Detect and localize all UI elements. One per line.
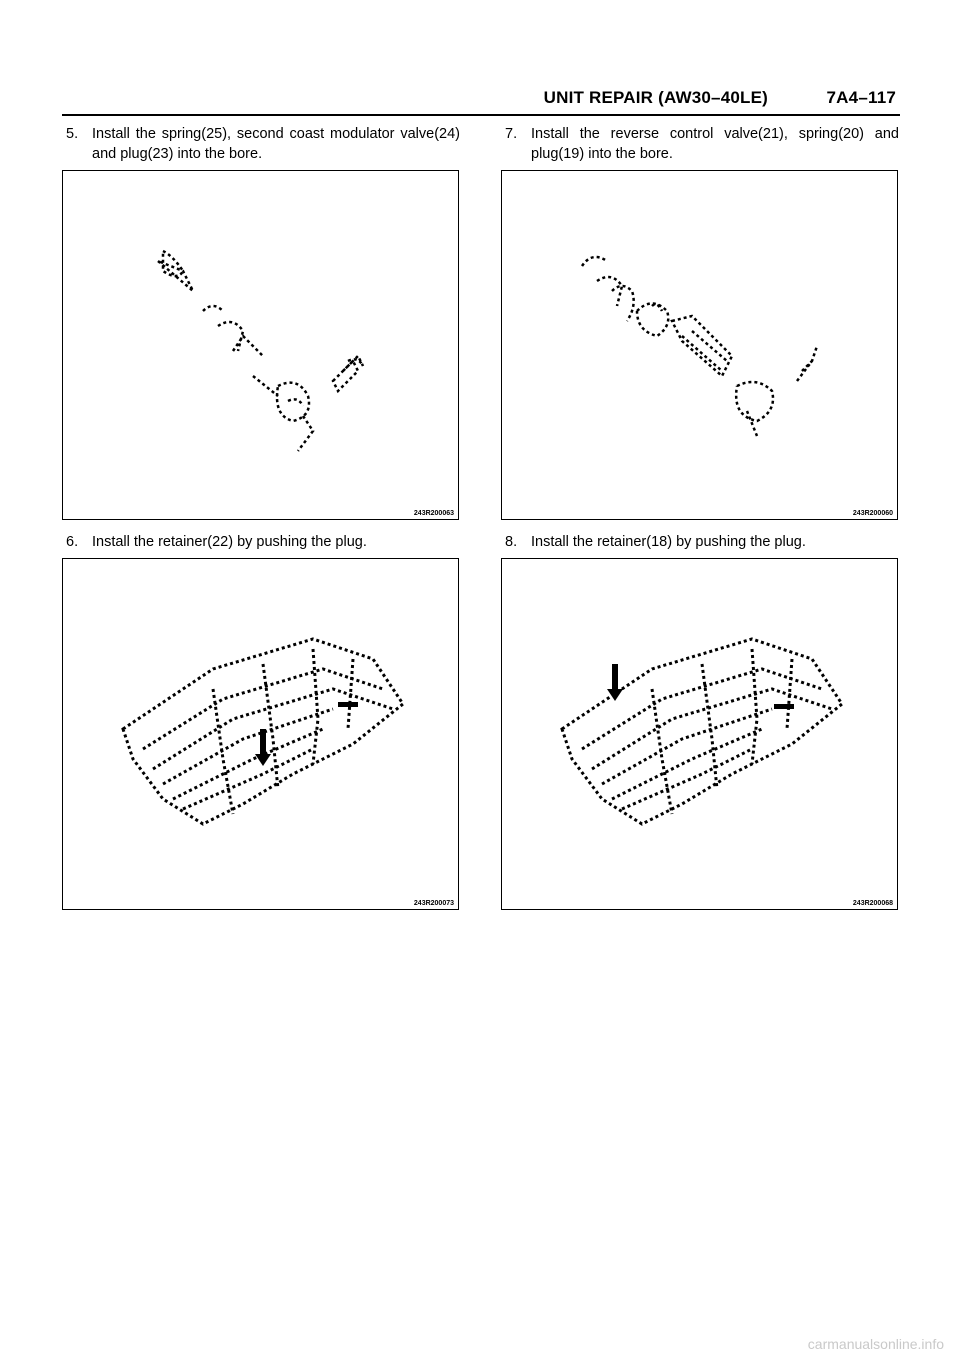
figure-valve-assembly-left — [62, 170, 459, 520]
exploded-valve-illustration — [63, 171, 460, 521]
step-text: Install the reverse control valve(21), spring(20) and plug(19) into the bore. — [531, 126, 899, 162]
figure-code: 243R200073 — [413, 900, 454, 907]
figure-valve-assembly-right — [501, 170, 898, 520]
figure-valve-body-right — [501, 558, 898, 910]
step-6 — [66, 532, 460, 552]
figure-code: 243R200060 — [852, 510, 893, 517]
figure-code: 243R200063 — [413, 510, 454, 517]
step-text: Install the retainer(22) by pushing the plug. — [92, 534, 367, 550]
section-title: UNIT REPAIR (AW30–40LE) — [543, 88, 768, 107]
step-7 — [505, 124, 899, 164]
valve-body-illustration — [63, 559, 460, 911]
figure-code: 243R200068 — [852, 900, 893, 907]
step-8 — [505, 532, 899, 552]
step-text: Install the spring(25), second coast modulator valve(24) and plug(23) into the bore. — [92, 126, 460, 162]
step-5 — [66, 124, 460, 164]
figure-valve-body-left — [62, 558, 459, 910]
step-number: 5. — [66, 126, 79, 142]
step-number: 6. — [66, 534, 79, 550]
page-header — [62, 86, 900, 116]
exploded-valve-illustration — [502, 171, 899, 521]
step-text: Install the retainer(18) by pushing the plug. — [531, 534, 806, 550]
valve-body-illustration — [502, 559, 899, 911]
step-number: 7. — [505, 126, 518, 142]
watermark: carmanualsonline.info — [807, 1336, 944, 1352]
step-number: 8. — [505, 534, 518, 550]
page-number: 7A4–117 — [826, 88, 896, 107]
